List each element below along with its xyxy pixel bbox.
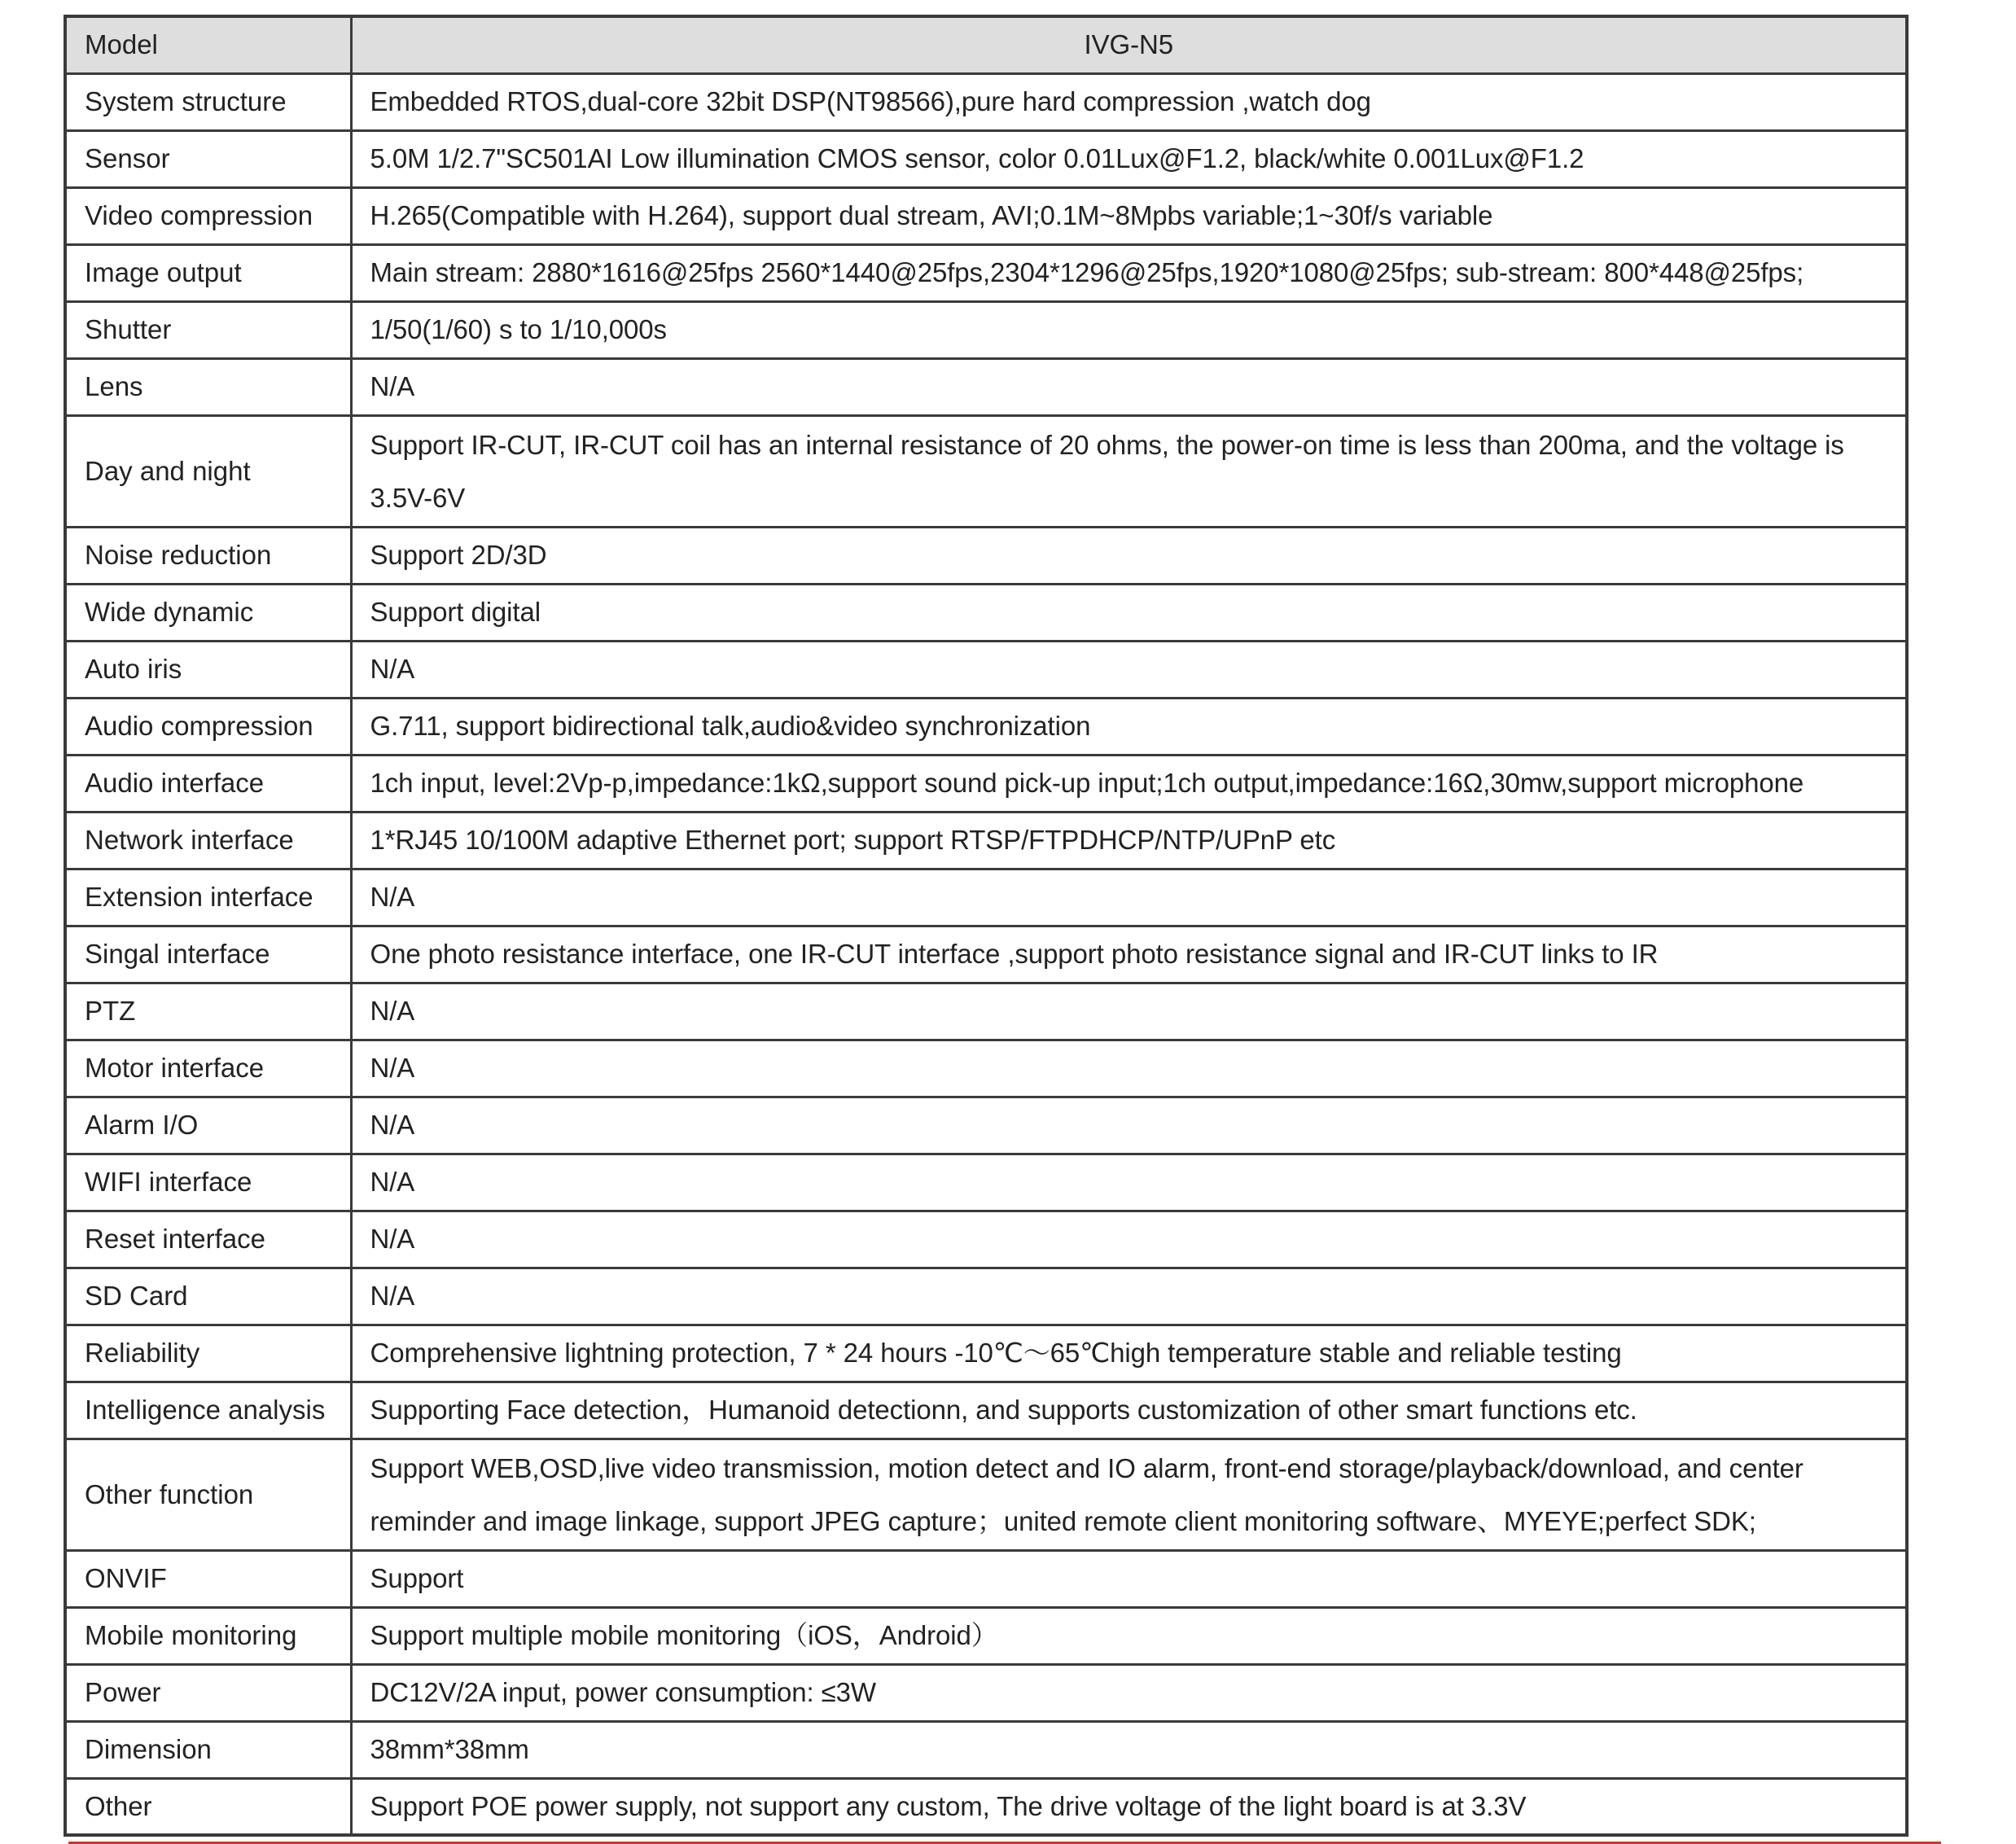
table-row [65, 698, 1907, 755]
row-label: Audio compression [65, 698, 351, 755]
row-label: Other function [65, 1439, 351, 1550]
row-label: Power [65, 1664, 351, 1721]
row-label: Reset interface [65, 1211, 351, 1268]
row-label: WIFI interface [65, 1154, 351, 1211]
table-row [65, 415, 1907, 527]
table-row [65, 1778, 1907, 1835]
row-value: N/A [351, 641, 1907, 698]
row-value: Embedded RTOS,dual-core 32bit DSP(NT98566),pure hard compression ,watch dog [351, 73, 1907, 130]
row-label: Audio interface [65, 755, 351, 812]
row-label: ONVIF [65, 1550, 351, 1607]
row-value: 1ch input, level:2Vp-p,impedance:1kΩ,support sound pick-up input;1ch output,impedance:16Ω,30mw,support microphone [351, 755, 1907, 812]
table-row [65, 1664, 1907, 1721]
header-label: Model [65, 16, 351, 73]
table-row [65, 641, 1907, 698]
table-row [65, 1097, 1907, 1154]
table-row [65, 1721, 1907, 1778]
table-row [65, 527, 1907, 584]
row-label: System structure [65, 73, 351, 130]
row-value: N/A [351, 983, 1907, 1040]
row-value: N/A [351, 1211, 1907, 1268]
row-value: G.711, support bidirectional talk,audio&video synchronization [351, 698, 1907, 755]
spec-table [64, 15, 1909, 1837]
table-row [65, 1268, 1907, 1325]
table-row [65, 926, 1907, 983]
row-label: Other [65, 1778, 351, 1835]
table-row [65, 812, 1907, 869]
table-row [65, 755, 1907, 812]
table-header-row [65, 16, 1907, 73]
row-label: Motor interface [65, 1040, 351, 1097]
header-model-value: IVG-N5 [351, 16, 1907, 73]
row-label: Intelligence analysis [65, 1382, 351, 1439]
row-value: One photo resistance interface, one IR-CUT interface ,support photo resistance signal and IR-CUT links to IR [351, 926, 1907, 983]
row-label: PTZ [65, 983, 351, 1040]
row-value: N/A [351, 358, 1907, 415]
row-label: Lens [65, 358, 351, 415]
table-row [65, 983, 1907, 1040]
table-row [65, 869, 1907, 926]
row-label: SD Card [65, 1268, 351, 1325]
row-label: Sensor [65, 130, 351, 187]
row-value: Main stream: 2880*1616@25fps 2560*1440@25fps,2304*1296@25fps,1920*1080@25fps; sub-stream: 800*448@25fps; [351, 244, 1907, 301]
table-row [65, 1382, 1907, 1439]
row-label: Day and night [65, 415, 351, 527]
row-label: Dimension [65, 1721, 351, 1778]
table-row [65, 244, 1907, 301]
row-value: Support 2D/3D [351, 527, 1907, 584]
row-value: H.265(Compatible with H.264), support dual stream, AVI;0.1M~8Mpbs variable;1~30f/s variable [351, 187, 1907, 244]
row-label: Wide dynamic [65, 584, 351, 641]
row-label: Auto iris [65, 641, 351, 698]
table-row [65, 1325, 1907, 1382]
row-label: Alarm I/O [65, 1097, 351, 1154]
table-row [65, 1040, 1907, 1097]
table-row [65, 187, 1907, 244]
row-label: Extension interface [65, 869, 351, 926]
row-value: Comprehensive lightning protection, 7 * 24 hours -10℃～65℃high temperature stable and reliable testing [351, 1325, 1907, 1382]
row-value: 5.0M 1/2.7"SC501AI Low illumination CMOS sensor, color 0.01Lux@F1.2, black/white 0.001Lux@F1.2 [351, 130, 1907, 187]
row-label: Video compression [65, 187, 351, 244]
row-value: Support [351, 1550, 1907, 1607]
table-row [65, 1211, 1907, 1268]
table-row [65, 130, 1907, 187]
table-row [65, 1550, 1907, 1607]
table-row [65, 584, 1907, 641]
row-value: Support multiple mobile monitoring（iOS，Android） [351, 1607, 1907, 1664]
table-row [65, 73, 1907, 130]
table-row [65, 1154, 1907, 1211]
row-label: Mobile monitoring [65, 1607, 351, 1664]
row-value: N/A [351, 1154, 1907, 1211]
row-value: 38mm*38mm [351, 1721, 1907, 1778]
row-label: Reliability [65, 1325, 351, 1382]
row-label: Singal interface [65, 926, 351, 983]
row-value: Support digital [351, 584, 1907, 641]
row-value: 1*RJ45 10/100M adaptive Ethernet port; support RTSP/FTPDHCP/NTP/UPnP etc [351, 812, 1907, 869]
row-value: N/A [351, 869, 1907, 926]
row-value: Support IR-CUT, IR-CUT coil has an internal resistance of 20 ohms, the power-on time is less than 200ma, and the voltage is 3.5V-6V [351, 415, 1907, 527]
row-label: Image output [65, 244, 351, 301]
row-value: Support POE power supply, not support any custom, The drive voltage of the light board is at 3.3V [351, 1778, 1907, 1835]
row-value: DC12V/2A input, power consumption: ≤3W [351, 1664, 1907, 1721]
table-row [65, 358, 1907, 415]
row-value: N/A [351, 1040, 1907, 1097]
table-row [65, 1607, 1907, 1664]
row-value: N/A [351, 1097, 1907, 1154]
row-label: Network interface [65, 812, 351, 869]
row-label: Noise reduction [65, 527, 351, 584]
row-value: Supporting Face detection，Humanoid detectionn, and supports customization of other smart functions etc. [351, 1382, 1907, 1439]
row-value: Support WEB,OSD,live video transmission, motion detect and IO alarm, front-end storage/playback/download, and center reminder and image linkage, support JPEG capture；united remote client monitoring software、MYEYE;perfect SDK; [351, 1439, 1907, 1550]
row-label: Shutter [65, 301, 351, 358]
table-row [65, 301, 1907, 358]
row-value: N/A [351, 1268, 1907, 1325]
row-value: 1/50(1/60) s to 1/10,000s [351, 301, 1907, 358]
table-row [65, 1439, 1907, 1550]
